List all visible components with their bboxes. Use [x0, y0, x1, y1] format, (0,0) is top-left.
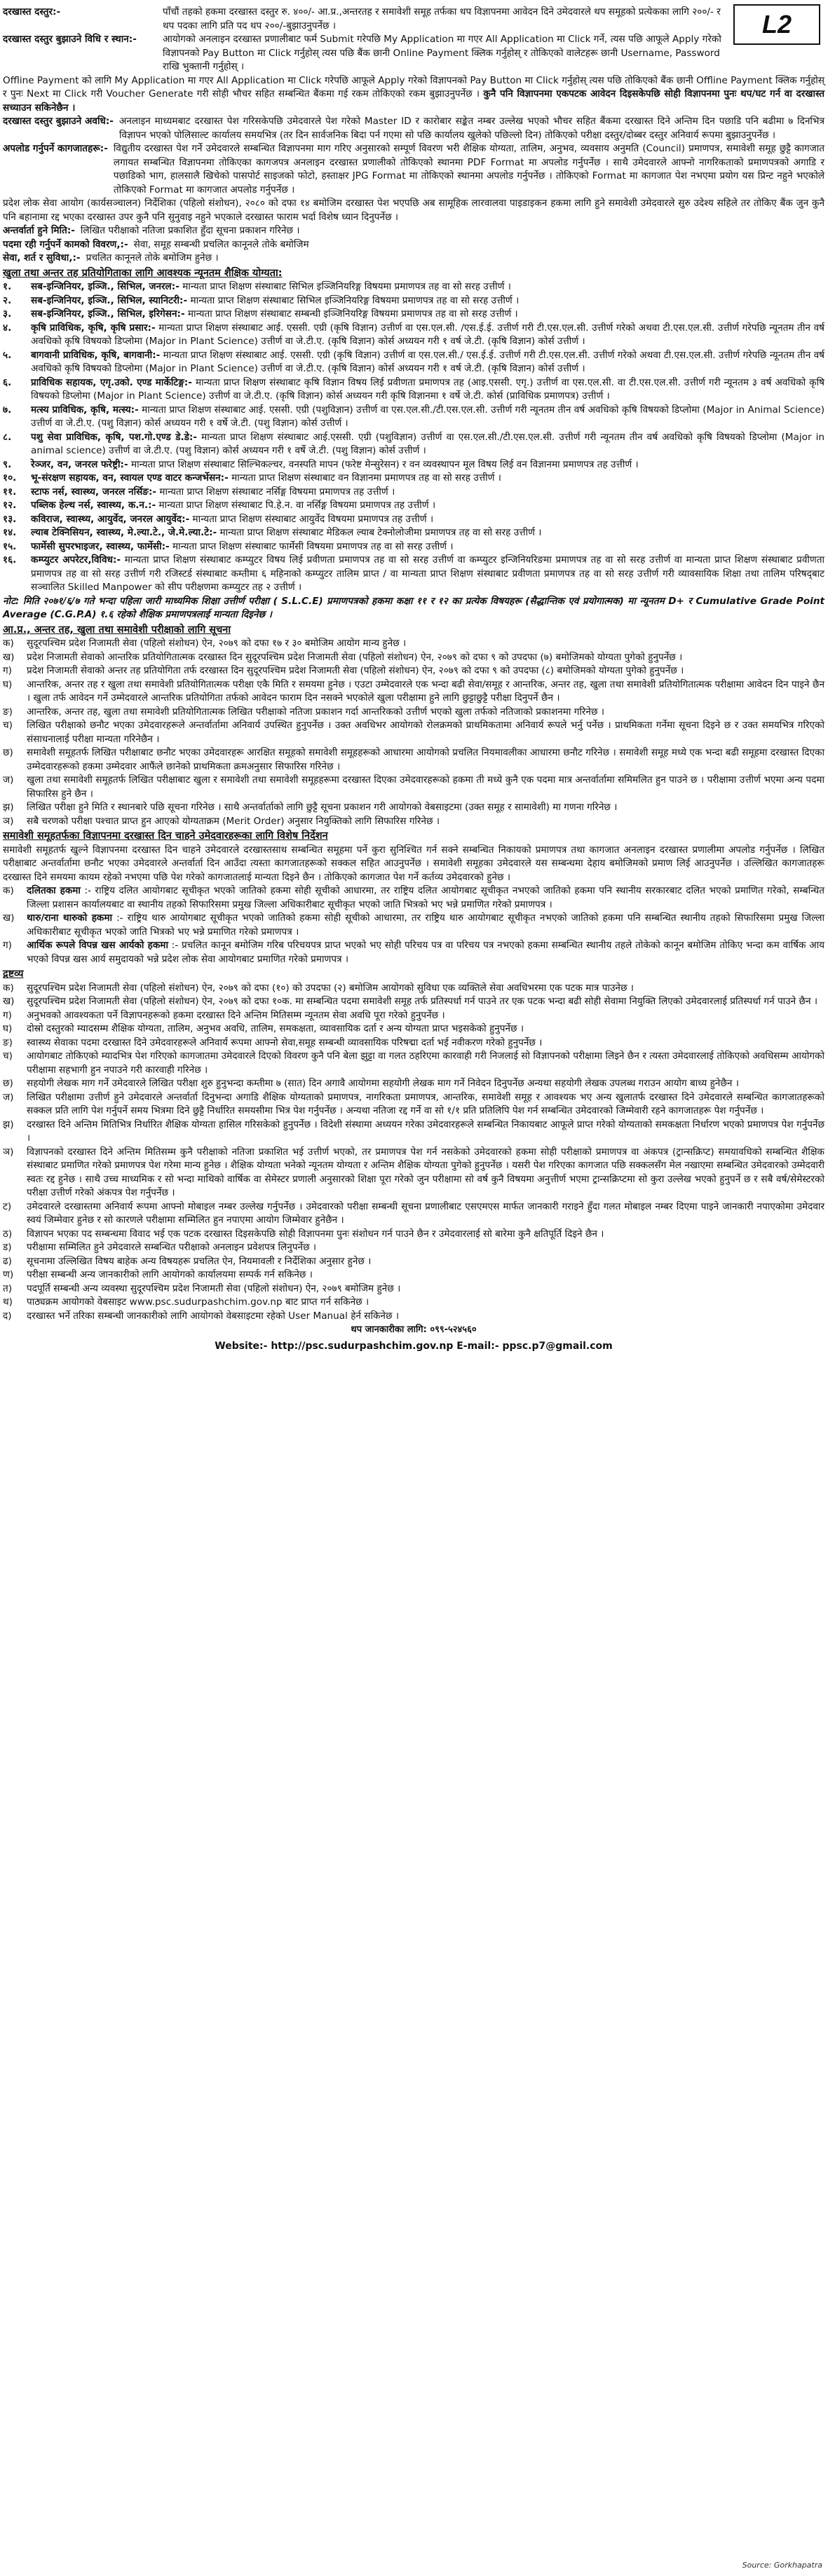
- note-marker: क): [3, 982, 14, 994]
- qualification-item: [3, 499, 824, 513]
- exam-rule-text: सबै चरणको परीक्षा पश्चात प्राप्त हुन आएको योग्यताक्रम (Merit Order) अनुसार नियुक्तिको लागि सिफारिस गरिनेछ ।: [27, 815, 440, 827]
- qualification-requirement: मान्यता प्राप्त शिक्षण संस्थाबाट नर्सिङ्ग विषयमा प्रमाणपत्र तह उत्तीर्ण ।: [159, 486, 395, 498]
- inclusive-label: थारु/राना थारुको हकमा: [27, 912, 113, 924]
- note-item: [3, 1296, 824, 1310]
- note-text: दोस्रो दस्तुरको म्यादसम्म शैक्षिक योग्यता, तालिम, अनुभव अवधि, तालिम, समकक्षता, व्यावसायिक दर्ता र अन्य योग्यता प्राप्त भइसकेको हुनुपर्नेछ ।: [27, 1023, 524, 1034]
- exam-rule-text: प्रदेश निजामती सेवाको आन्तरिक प्रतियोगितात्मक दरखास्त दिन सुदूरपश्चिम प्रदेश निजामती सेवा (पहिलो संशोधन) ऐन, २०७९ को दफा ९ को उपदफा (७) बमोजिमको योग्यता पुगेको हुनुपर्नेछ ।: [27, 651, 683, 663]
- note-item: [3, 1022, 824, 1036]
- qualification-requirement: मान्यता प्राप्त शिक्षण संस्थाबाट वन विज्ञानमा प्रमाणपत्र तह वा सो सरह उत्तीर्ण ।: [231, 472, 501, 484]
- exam-rule-item: [3, 651, 824, 665]
- note-marker: ज): [3, 1091, 14, 1103]
- service-terms-row: [3, 252, 824, 266]
- qualification-number: १२.: [3, 500, 17, 511]
- qualification-text: [31, 526, 824, 540]
- note-text: लिखित परीक्षामा उत्तीर्ण हुने उमेदवारले अन्तर्वार्ता दिनुभन्दा अगाडि शैक्षिक योग्यताको प्रमाणपत्र, नागरिकता प्रमाणपत्र, आन्तरिक, समावेशी समूह र आवश्यक भए अन्य खुलातर्फ दरखास्त दिने उमेदवारले सम्बन्धित कागजातहरूको सक्कल प्रति लागि पेश गर्नुपर्ने समय भित्रमा दिने छुट्टै निर्धारित समयसीमा भित्र पेश गर्नुपर्नेछ । अन्यथा नतिजा रद्द गर्ने वा सो १/१ प्रति प्रतिलिपि पेश गर्न सम्बन्धित उमेदवारको जिम्मेवारी रहने कागजातहरू पेश गर्नुपर्नेछ ।: [27, 1091, 824, 1116]
- qualification-requirement: मान्यता प्राप्त शिक्षण संस्थाबाट सिभिल इञ्जिनियरिङ्ग विषयमा प्रमाणपत्र तह वा सो सरह उत्तीर्ण ।: [190, 294, 520, 306]
- qualification-text: [31, 322, 824, 349]
- inclusive-label: आर्थिक रूपले विपन्न खस आर्यको हकमा: [27, 940, 168, 951]
- qualifications-heading: खुला तथा अन्तर तह प्रतियोगिताका लागि आवश्यक न्यूनतम शैक्षिक योग्यता:: [3, 267, 283, 279]
- qualification-position: सब-इन्जिनियर, इञ्जि., सिभिल, इरिगेसन:-: [31, 308, 185, 320]
- exam-rules-heading: आ.प्र., अन्तर तह, खुला तथा समावेशी परीक्षाको लागि सूचना: [3, 624, 231, 636]
- note-item: [3, 1118, 824, 1146]
- note-marker: द): [3, 1310, 12, 1322]
- note-text: दरखास्त भर्ने तरिका सम्बन्धी जानकारीको लागि आयोगको वेबसाइटमा रहेको User Manual हेर्न सकिनेछ ।: [27, 1310, 399, 1322]
- exam-rule-text: लिखित परीक्षाको छनौट भएका उमेदवारहरूले अन्तर्वार्तामा अनिवार्य उपस्थित हुनुपर्नेछ । उक्त अवधिभर आयोगको रोलक्रमको प्राथमिकतामा अनिवार्य रूपले भर्नु पर्नेछ । प्राथमिकता गर्नेमा सूचना दिइने छ र उक्त समयभित्र गरिएको संसाधनालाई परीक्षा मान्यता गरिनेछैन ।: [27, 720, 824, 745]
- qualification-text: [31, 294, 824, 308]
- inclusive-item: [3, 912, 824, 939]
- qualification-text: [31, 499, 824, 513]
- note-marker: ङ): [3, 1036, 13, 1048]
- qualification-number: ६.: [3, 376, 12, 388]
- note-marker: च): [3, 1050, 13, 1062]
- note-marker: ठ): [3, 1228, 13, 1240]
- inclusive-intro: समावेशी समूहतर्फ खुल्ने विज्ञापनमा दरखास्त दिन चाहने उमेदवारले दरखास्तसाथ सम्बन्धित समूहमा पर्ने कुरा सुनिश्चित गर्न सक्ने सम्बन्धित निकायको प्रमाणपत्र तथा कागजात अनलाइन दरखास्त प्रणालीमा अपलोड गर्नुपर्नेछ । लिखित परीक्षाबाट अन्तर्वार्तामा छनौट भएका उमेदवारले अन्तर्वार्ता दिन आउँदा त्यस्ता कागजातहरूको सक्कल सहित आउनुपर्नेछ । समावेशी समूहका उमेदवारले यस सम्बन्धमा देहाय बमोजिमको प्रमाण लिई आउनुपर्नेछ । उल्लिखित कागजातहरू दरखास्त दिने समयमा कायम रहेको नभएमा पछि पेश गरेको कागजातलाई मान्यता दिइने छैन । तोकिएको कागजात पेश गर्ने कर्तव्य उमेदवारको हुनेछ ।: [3, 844, 824, 883]
- qualification-number: ७.: [3, 404, 12, 416]
- upload-docs-row: [3, 142, 824, 197]
- exam-rule-text: आन्तरिक, अन्तर तह, खुला तथा समावेशी प्रतियोगितात्मक लिखित परीक्षाको नतिजा प्रकाशन गर्दा आन्तरिकको उत्तीर्ण भएको खुला तर्फको नतिजाको प्रकाशनमा गरिनेछ ।: [27, 706, 604, 718]
- job-description-row: [3, 238, 824, 252]
- advertisement-page: [3, 3, 824, 1353]
- qualification-item: [3, 376, 824, 404]
- directive-text: प्रदेश लोक सेवा आयोग (कार्यसञ्चालन) निर्देशिका (पहिलो संशोधन), २०८० को दफा १४ बमोजिम दरखास्त पेश भएपछि अब सामूहिक लारवालवा पाइडाइकन हकमा लागि हुने समावेशी उमेदवारले सुरु उदेश्य सहिले तर तोकिए बैंक जुन कुनै पनि बहानामा रद्द भएका दरखास्त उपर कुनै पनि सुनुवाइ नहुने भएकाले दरखास्त फाराम भर्दा विशेष ध्यान दिनुपर्नेछ ।: [3, 198, 824, 223]
- note-text: सहयोगी लेखक माग गर्ने उमेदवारले लिखित परीक्षा शुरु हुनुभन्दा कम्तीमा ७ (सात) दिन अगावै आयोगमा सहयोगी लेखक माग गर्ने निवेदन दिनुपर्नेछ अन्यथा सहयोगी लेखक उपलब्ध गराउन आयोग बाध्य हुनेछैन ।: [27, 1078, 739, 1089]
- note-marker: ड): [3, 1242, 12, 1253]
- qualification-position: स्टाफ नर्स, स्वास्थ्य, जनरल नर्सिङ:-: [31, 486, 157, 498]
- qualification-requirement: मान्यता प्राप्त शिक्षण संस्थाबाट सिल्भिकल्चर, वनस्पति मापन (फरेष्ट मेन्सुरेसन) र वन व्यवस्थापन मूल विषय लिई वन विज्ञानमा प्रमाणपत्र तह उत्तीर्ण ।: [130, 458, 639, 470]
- service-terms-label: सेवा, शर्त र सुविधा,:-: [3, 252, 81, 263]
- qualification-number: १०.: [3, 472, 17, 484]
- exam-rule-marker: क): [3, 638, 14, 649]
- note-item: [3, 1310, 824, 1324]
- service-terms-text: प्रचलित कानूनले तोके बमोजिम हुनेछ ।: [86, 252, 219, 263]
- qualification-text: [31, 376, 824, 404]
- exam-rules-list: [3, 637, 824, 828]
- note-item: [3, 1200, 824, 1228]
- note-marker: थ): [3, 1296, 13, 1308]
- note-item: [3, 1255, 824, 1269]
- qualification-number: ५.: [3, 349, 12, 361]
- qualifications-list: [3, 280, 824, 595]
- qualification-item: [3, 431, 824, 458]
- qualification-text: [31, 540, 824, 554]
- qualification-item: [3, 322, 824, 349]
- qualification-requirement: मान्यता प्राप्त शिक्षण संस्थाबाट फार्मेसी विषयमा प्रमाणपत्र तह वा सो सरह उत्तीर्ण ।: [172, 540, 454, 552]
- fee-method-row: [3, 33, 726, 74]
- qualification-text: [31, 431, 824, 458]
- qualification-number: ३.: [3, 308, 12, 320]
- job-description-label: पदमा रही गर्नुपर्ने कामको विवरण,:-: [3, 238, 128, 250]
- note-text: उमेदवारले दरखास्तमा अनिवार्य रूपमा आफ्नो मोबाइल नम्बर उल्लेख गर्नुपर्नेछ । उमेदवारको परीक्षा सम्बन्धी सूचना प्रणालीबाट एसएमएस मार्फत जानकारी गराइने हुँदा गलत मोबाइल नम्बर दिएमा पाइने जानकारी नपाएकोमा उमेदवार स्वयं जिम्मेवार हुनेछ र सो कारणले परीक्षामा सम्मिलित हुन नपाएमा आयोग जिम्मेवार हुनेछैन ।: [27, 1200, 824, 1226]
- inclusive-marker: क): [3, 885, 14, 896]
- offline-payment-body: Offline Payment को लागि My Application मा गएर All Application मा Click गरेपछि आफूले Apply गरेको विज्ञापनको Pay Button मा Click गर्नुहोस् त्यस पछि तोकिएको बैंक छानी Offline Payment क्लिक गर्नुहोस् र पुनः Next मा Click गरी Voucher Generate गरी सोही भौचर सहित सम्बन्धित बैंकमा गई रकम तोकिएको रकम बुझाउनुपर्नेछ ।: [3, 74, 824, 100]
- fee-period-label: दरखास्त दस्तुर बुझाउने अवधि:-: [3, 116, 114, 127]
- note-item: [3, 1050, 824, 1077]
- note-text: स्वास्थ्य सेवाका पदमा दरखास्त दिने उमेदवारहरूले अनिवार्य रूपमा आफ्नो सेवा,समूह सम्बन्धी व्यावसायिक परिषद्मा दर्ता भई नवीकरण गरेको हुनुपर्नेछ ।: [27, 1036, 543, 1048]
- qualification-text: [31, 458, 824, 472]
- exam-rule-marker: घ): [3, 678, 13, 690]
- qualification-item: [3, 349, 824, 376]
- qualification-position: कविराज, स्वास्थ्य, आयुर्वेद, जनरल आयुर्वेद:-: [31, 513, 190, 525]
- exam-rule-text: सुदूरपश्चिम प्रदेश निजामती सेवा (पहिलो संशोधन) ऐन, २०७९ को दफा १७ र ३० बमोजिम आयोग मान्य हुनेछ ।: [27, 638, 407, 649]
- qualification-text: [31, 486, 824, 500]
- fee-period-row: [3, 115, 824, 142]
- qualification-item: [3, 308, 824, 322]
- qualification-position: कृषि प्राविधिक, कृषि, कृषि प्रसार:-: [31, 322, 156, 334]
- exam-rule-item: [3, 678, 824, 706]
- qualification-number: ११.: [3, 486, 17, 498]
- inclusive-text: थारु/राना थारुको हकमा :- राष्ट्रिय थारु आयोगबाट सूचीकृत भएको जातिको हकमा सोही सूचीको आधारमा, तर राष्ट्रिय थारु आयोगबाट सूचीकृत नभएको जातिको हकमा पनि सम्बन्धित स्थानीय तहको सिफारिसमा प्रमुख जिल्ला अधिकारीबाट सूचीकृत भएको जाति भित्रको भए भन्ने प्रमाणित गरेको प्रमाणपत्र ।: [27, 912, 824, 938]
- qualification-position: पशु सेवा प्राविधिक, कृषि, पश.गो.एण्ड डे.डे:-: [31, 431, 197, 443]
- qualification-position: सब-इन्जिनियर, इञ्जि., सिभिल, जनरल:-: [31, 281, 179, 292]
- inclusive-text: आर्थिक रूपले विपन्न खस आर्यको हकमा :- प्रचलित कानून बमोजिम गरिब परिचयपत्र प्राप्त भएको भए सोही परिचय पत्र वा परिचय पत्र नभएको हकमा सम्बन्धित स्थानीय तहले तोकेको कानून बमोजिम तोकिए भन्दा कम वार्षिक आय भएको विपन्न खस आर्य समुदायको भन्ने प्रदेश लोक सेवा आयोगबाट प्रमाणित गरेको प्रमाणपत्र ।: [27, 940, 824, 965]
- website-email: Website:- http://psc.sudurpashchim.gov.np E-mail:- ppsc.p7@gmail.com: [215, 1340, 613, 1352]
- inclusive-body: राष्ट्रिय थारु आयोगबाट सूचीकृत भएको जातिको हकमा सोही सूचीको आधारमा, तर राष्ट्रिय थारु आयोगबाट सूचीकृत नभएको जातिको हकमा पनि सम्बन्धित स्थानीय तहको सिफारिसमा प्रमुख जिल्ला अधिकारीबाट सूचीकृत भएको जाति भित्रको भए भन्ने प्रमाणित गरेको प्रमाणपत्र ।: [27, 912, 824, 938]
- qualification-number: १.: [3, 281, 12, 292]
- exam-rule-item: [3, 815, 824, 829]
- qualification-requirement: मान्यता प्राप्त शिक्षण संस्थाबाट मेडिकल ल्याब टेक्नोलोजीमा प्रमाणपत्र तह वा सो सरह उत्तीर्ण ।: [219, 527, 542, 538]
- document-code-box: L2: [733, 4, 820, 45]
- exam-rule-marker: ख): [3, 651, 15, 663]
- exam-rule-text: खुला तथा समावेशी समूहतर्फ लिखित परीक्षाबाट खुला र समावेशी तथा समावेशी समूहहरूमा दरखास्त दिएका उमेदवारहरूको हकमा ती मध्ये कुनै एक पदमा मात्र अन्तर्वार्तामा समिमलित हुन पाउने छ । परीक्षामा उत्तीर्ण भएमा अन्य पदमा सिफारिस हुने छैन ।: [27, 774, 824, 800]
- qualification-text: [31, 308, 824, 322]
- note-item: [3, 995, 824, 1009]
- qualification-item: [3, 486, 824, 500]
- note-marker: ग): [3, 1009, 12, 1021]
- upload-docs-text: विद्युतीय दरखास्त पेश गर्ने उमेदवारले सम्बन्धित विज्ञापनमा माग गरिए अनुसारको सम्पूर्ण विवरण भरी शैक्षिक योग्यता, तालिम, अनुभव, व्यवसाय अनुमति (Council) प्रमाणपत्र, समावेशी समूह छुट्टै कागजात लगायत सम्बन्धित विज्ञापनमा तोकिएका कागजपत्र अनलाइन दरखास्त प्रणालीको तोकिएको स्थानमा PDF Format मा अपलोड गर्नुपर्नेछ । साथै उमेदवारले आफ्नो नागरिकताको प्रमाणपत्रको अगाडि र पछाडिको भाग, हालसालै खिचेको पासपोर्ट साइजको फोटो, हस्ताक्षर JPG Format मा तोकिएको स्थानमा अपलोड गर्नुपर्नेछ । तोकिएको Format मा कागजात पेश नभएमा प्रयोग यस प्रिन्ट नहुने भएकोले तोकिएको Format मा कागजात अपलोड गर्नुपर्नेछ ।: [113, 143, 824, 196]
- exam-rule-text: आन्तरिक, अन्तर तह र खुला तथा समावेशी प्रतियोगितात्मक परीक्षा एकै मिति र समयमा हुनेछ । एउटा उम्मेदवारले एक भन्दा बढी सेवा/समूह र आन्तरिक, अन्तर तह, खुला तथा समावेशी प्रतियोगितात्मक परीक्षामा आवेदन दिन पाइने छैन । खुला तर्फ आवेदन गर्ने उम्मेदवारले आन्तरिक प्रतियोगिता तर्फको आवेदन फाराम दिन नसक्ने भएकोले खुला परीक्षामा हुने लागि छुट्टाछुट्टै परीक्षा दिनुपर्ने छैन ।: [27, 678, 824, 704]
- interview-date-row: [3, 224, 824, 238]
- inclusive-marker: ग): [3, 940, 12, 951]
- source-credit: Source: Gorkhapatra: [742, 2560, 822, 2570]
- notes-list: [3, 982, 824, 1324]
- exam-rule-marker: ञ): [3, 815, 14, 827]
- note-marker: झ): [3, 1118, 14, 1130]
- qualification-number: ९.: [3, 458, 12, 470]
- note-text: सुदूरपश्चिम प्रदेश निजामती सेवा (पहिलो संशोधन) ऐन, २०७९ को दफा (१०) को उपदफा (२) बमोजिम आयोगको सुविधा एक व्यक्तिले सेवा अवधिभरमा एक पटक मात्र पाउनेछ ।: [27, 982, 634, 994]
- note-item: [3, 1009, 824, 1023]
- note-text: पदपूर्ति सम्बन्धी अन्य व्यवस्था सुदूरपश्चिम प्रदेश निजामती सेवा (पहिलो संशोधन) ऐन, २०७९ बमोजिम हुनेछ ।: [27, 1282, 401, 1294]
- no-edit-warning: कुनै पनि विज्ञापनमा एकपटक आवेदन दिइसकेपछि सोही विज्ञापनमा पुनः थप/घट गर्न वा दरखास्त सच्याउन सकिनेछैन ।: [3, 88, 825, 114]
- qualification-item: [3, 513, 824, 527]
- qualification-position: मत्स्य प्राविधिक, कृषि, मत्स्य:-: [31, 404, 139, 416]
- exam-rule-item: [3, 801, 824, 815]
- note-text: सुदूरपश्चिम प्रदेश निजामती सेवा (पहिलो संशोधन) ऐन, २०७९ को दफा १०क. मा सम्बन्धित पदमा समावेशी समूह तर्फ प्रतिस्पर्धा गर्न पाउने तर एक पटक भन्दा बढी सोही सेवामा नियुक्ति लिएको उमेदवारलाई प्रतिस्पर्धा गर्न पाउने छैन ।: [27, 996, 818, 1007]
- qualification-requirement: मान्यता प्राप्त शिक्षण संस्थाबाट सम्बन्धी इञ्जिनियरिङ्ग विषयमा प्रमाणपत्र तह वा सो सरह उत्तीर्ण ।: [187, 308, 518, 320]
- qualification-number: १३.: [3, 513, 17, 525]
- qualification-text: [31, 349, 824, 376]
- note-text: विज्ञापन भएका पद सम्बन्धमा विवाद भई एक पटक दरखास्त दिइसकेपछि सोही विज्ञापनमा पुनः संशोधन गर्न पाउने छैन र उमेदवारलाई सो बारेमा कुनै क्षतिपूर्ति दिइने छैन ।: [27, 1228, 604, 1240]
- note-marker: ट): [3, 1200, 12, 1212]
- qualification-text: [31, 513, 824, 527]
- qualification-number: ८.: [3, 431, 12, 443]
- inclusive-item: [3, 939, 824, 966]
- fee-label: दरखास्त दस्तुर:-: [3, 6, 61, 18]
- qualification-number: २.: [3, 294, 12, 306]
- exam-rule-marker: छ): [3, 747, 13, 758]
- qualification-position: पब्लिक हेल्थ नर्स, स्वास्थ्य, क.न.:-: [31, 500, 156, 511]
- slc-note: नोट: मिति २०७१/६/७ गते भन्दा पहिला जारी माध्यमिक शिक्षा उत्तीर्ण परीक्षा ( S.L.C.E) प्रमाणपत्रको हकमा कक्षा ११ र १२ का प्रत्येक विषयहरू (सैद्धान्तिक एवं प्रयोगात्मक) मा न्यूनतम D+ र Cumulative Grade Point Average (C.G.P.A) १.६ रहेको शैक्षिक प्रमाणपत्रलाई मान्यता दिइनेछ ।: [3, 595, 824, 620]
- exam-rule-item: [3, 719, 824, 746]
- qualification-requirement: मान्यता प्राप्त शिक्षण संस्थाबाट कम्प्युटर विषय लिई प्रवीणता प्रमाणपत्र तह वा सो सरह उत्तीर्ण वा कम्प्युटर इन्जिनियरिङमा प्रमाणपत्र तह वा सो सरह उत्तीर्ण वा मान्यता प्राप्त शिक्षण संस्थाबाट प्रवीणता प्रमाणपत्र तह वा सो सरह उत्तीर्ण गरी रजिस्टर्ड संस्थाबाट कम्तीमा ६ महिनाको कम्प्युटर तालिम प्राप्त / वा मान्यता प्राप्त शिक्षण संस्थाबाट प्रवीणता प्रमाणपत्र तह वा सो सरह उत्तीर्ण गरी व्यावसायिक शिक्षा तथा तालिम परिषद्‌बाट सञ्चालित Skilled Manpower को सीप परीक्षणमा कम्प्युटर तह २ उत्तीर्ण ।: [31, 554, 824, 593]
- inclusive-list: [3, 884, 824, 966]
- note-item: [3, 1091, 824, 1118]
- qualification-item: [3, 294, 824, 308]
- exam-rule-marker: ग): [3, 665, 12, 676]
- qualification-number: १६.: [3, 554, 17, 566]
- inclusive-text: दलितका हकमा :- राष्ट्रिय दलित आयोगबाट सूचीकृत भएको जातिको हकमा सोही सूचीको आधारमा, तर राष्ट्रिय दलित आयोगबाट सूचीकृत नभएको जातिको हकमा पनि स्थानीय सरकारबाट दलित भएको प्रमाणित गरेको, सम्बन्धित जिल्ला प्रशासन कार्यालयबाट वा स्थानीय तहको सिफारिसमा प्रमुख जिल्ला अधिकारीबाट सूचीकृत भएको जाति भित्रको भए भन्ने प्रमाणित गरेको प्रमाणपत्र ।: [27, 885, 824, 910]
- note-item: [3, 1146, 824, 1200]
- fee-method-text: आयोगको अनलाइन दरखास्त प्रणालीबाट फर्म Submit गरेपछि My Application मा गएर All Application मा Click गर्ने, त्यस पछि आफूले Apply गरेको विज्ञापनको Pay Button मा Click गर्नुहोस् त्यस पछि बैंक छानी Online Payment क्लिक गर्नुहोस् र तोकिएको वालेटहरू छानी Username, Password राखि भुक्तानी गर्नुहोस् ।: [163, 34, 721, 72]
- upload-docs-label: अपलोड गर्नुपर्ने कागजातहरू:-: [3, 143, 108, 154]
- fee-period-text: अनलाइन माध्यमबाट दरखास्त पेश गरिसकेपछि उमेदवारले पेश गरेको Master ID र कारोबार सङ्केत नम्बर उल्लेख भएको भौचर सहित बैंकमा दरखास्त दिने अन्तिम दिन पछाडि पनि बढीमा ७ दिनभित्र विज्ञापन भएको पोलिसाल्ट कार्यालय समयभित्र (तर दिन सार्वजनिक बिदा पर्न गएमा सो पछि कार्यालय खुलेको पछिल्लो दिन) तोकिएको परीक्षा दस्तुर/दोब्बर दस्तुर अनिवार्य रूपमा बुझाउनुपर्नेछ ।: [118, 116, 824, 141]
- qualification-requirement: मान्यता प्राप्त शिक्षण संस्थाबाट आई. एससी. एग्री (पशुविज्ञान) उत्तीर्ण वा एस.एल.सी./टी.एस.एल.सी. उत्तीर्ण गरी न्यूनतम तीन वर्ष अवधिको कृषि विषयको डिप्लोमा (Major in Animal Science) उत्तीर्ण वा जे.टी.ए. (पशु विज्ञान) कोर्स अध्ययन गरी १ वर्षे जे.टी. (पशु विज्ञान) कोर्स उत्तीर्ण ।: [31, 404, 824, 429]
- note-text: सूचनामा उल्लिखित विषय बाहेक अन्य विषयहरू प्रचलित ऐन, नियमावली र निर्देशिका अनुसार हुनेछ ।: [27, 1255, 372, 1267]
- note-text: पाठ्यक्रम आयोगको वेबसाइट www.psc.sudurpashchim.gov.np बाट प्राप्त गर्न सकिनेछ ।: [27, 1296, 369, 1308]
- qualification-position: प्राविधिक सहायक, एगृ.उको. एण्ड मार्केटिङ्ग:-: [31, 376, 192, 388]
- qualification-requirement: मान्यता प्राप्त शिक्षण संस्थाबाट आयुर्वेद विषयमा प्रमाणपत्र तह उत्तीर्ण ।: [192, 513, 434, 525]
- qualification-position: भू-संरक्षण सहायक, वन, स्वायल एण्ड वाटर कन्जर्भेसन:-: [31, 472, 229, 484]
- note-text: दरखास्त दिने अन्तिम मितिभित्र निर्धारित शैक्षिक योग्यता हासिल गरिसकेको हुनुपर्नेछ । विदेशी संस्थामा अध्ययन गरेका उमेदवारहरूले सम्बन्धित निकायबाट आफूले प्राप्त गरेको योग्यताको समकक्षता निर्धारण भएको प्रमाणपत्र पेश गर्नुपर्नेछ ।: [27, 1118, 824, 1144]
- job-description-text: सेवा, समूह सम्बन्धी प्रचलित कानूनले तोके बमोजिम: [133, 238, 309, 250]
- note-text: आयोगबाट तोकिएको म्यादभित्र पेश गरिएको कागजातमा उमेदवारले दिएको विवरण कुनै पनि बेला झुट्टा वा गलत ठहरिएमा कारवाही गरी निजलाई सो विज्ञापनको परीक्षामा लिइने छैन र त्यस्ता उमेदवारलाई तोकिएको अवधिसम्म आयोगको परीक्षामा सहभागी हुन नपाउने गरी कारवाही गरिनेछ ।: [27, 1050, 824, 1076]
- exam-rule-text: समावेशी समूहतर्फ लिखित परीक्षाबाट छनौट भएका उमेदवारहरू आरक्षित समूहको समावेशी समूहहरूको आधारमा आयोगको प्रचलित नियमावलीका आधारमा छनौट गरिनेछ । समावेशी समूह मध्ये एक भन्दा बढी समूहमा दरखास्त दिएका उम्मेदवारहरूको हकमा उम्मेदवार आफैंले छानेको प्राथमिकता क्रमअनुसार सिफारिस गरिनेछ ।: [27, 747, 824, 772]
- qualification-position: रेञ्जर, वन, जनरल फरेष्ट्री:-: [31, 458, 128, 470]
- exam-rule-text: प्रदेश निजामती सेवाको अन्तर तह प्रतियोगिता तर्फ दरखास्त दिन सुदूरपश्चिम प्रदेश निजामती सेवा (पहिलो संशोधन) ऐन, २०७९ को दफा ९ को उपदफा (८) बमोजिमको योग्यता पुगेको हुनुपर्नेछ ।: [27, 665, 684, 676]
- inclusive-body: राष्ट्रिय दलित आयोगबाट सूचीकृत भएको जातिको हकमा सोही सूचीको आधारमा, तर राष्ट्रिय दलित आयोगबाट सूचीकृत नभएको जातिको हकमा पनि स्थानीय सरकारबाट दलित भएको प्रमाणित गरेको, सम्बन्धित जिल्ला प्रशासन कार्यालयबाट वा स्थानीय तहको सिफारिसमा प्रमुख जिल्ला अधिकारीबाट सूचीकृत भएको जाति भित्रको भए भन्ने प्रमाणित गरेको प्रमाणपत्र ।: [27, 885, 824, 910]
- qualification-position: ल्याब टेक्निसियन, स्वास्थ्य, मे.ल्या.टे., जे.मे.ल्या.टे:-: [31, 527, 217, 538]
- inclusive-label: दलितका हकमा: [27, 885, 81, 896]
- exam-rule-text: लिखित परीक्षा हुने मिति र स्थानबारे पछि सूचना गरिनेछ । साथै अन्तर्वार्ताको लागि छुट्टै सूचना प्रकाशन गरी आयोगको वेबसाइटमा (उक्त समूह र सामावेशी) मा गणना गरिनेछ ।: [27, 802, 618, 813]
- qualification-text: [31, 554, 824, 595]
- note-text: परीक्षामा सम्मिलित हुने उमेदवारले सम्बन्धित परीक्षाको अनलाइन प्रवेशपत्र लिनुपर्नेछ ।: [27, 1242, 317, 1253]
- note-marker: ण): [3, 1269, 14, 1280]
- note-marker: ञ): [3, 1146, 14, 1158]
- qualification-requirement: मान्यता प्राप्त शिक्षण संस्थाबाट पि.हे.न. वा नर्सिङ्ग विषयमा प्रमाणपत्र तह उत्तीर्ण ।: [158, 500, 436, 511]
- qualification-number: १४.: [3, 527, 17, 538]
- exam-rule-marker: झ): [3, 802, 14, 813]
- offline-payment-text: [3, 74, 824, 116]
- note-item: [3, 1036, 824, 1050]
- qualification-item: [3, 280, 824, 294]
- note-item: [3, 1282, 824, 1296]
- note-item: [3, 982, 824, 996]
- qualification-item: [3, 540, 824, 554]
- exam-rule-item: [3, 774, 824, 801]
- qualification-requirement: मान्यता प्राप्त शिक्षण संस्थाबाट आई. एससी. एग्री (कृषि विज्ञान) उत्तीर्ण वा एस.एल.सी./ एस.ई.ई. उत्तीर्ण गरी टी.एस.एल.सी. उत्तीर्ण गरेको अथवा टी.एस.एल.सी. उत्तीर्ण गरेपछि न्यूनतम तीन वर्ष अवधिको कृषि विषयको डिप्लोमा (Major in Plant Science) उत्तीर्ण वा जे.टी.ए. (कृषि विज्ञान) कोर्स अध्ययन गरी १ वर्ष जे.टी. (कृषि विज्ञान) कोर्स उत्तीर्ण ।: [31, 349, 824, 374]
- qualification-item: [3, 526, 824, 540]
- qualification-item: [3, 472, 824, 486]
- qualification-position: फार्मेसी सुपरभाइजर, स्वास्थ्य, फार्मेसी:-: [31, 540, 170, 552]
- qualification-text: [31, 404, 824, 431]
- exam-rule-marker: ङ): [3, 706, 13, 718]
- qualification-text: [31, 472, 824, 486]
- exam-rule-marker: च): [3, 720, 13, 731]
- inclusive-heading: समावेशी समूहतर्फका विज्ञापनमा दरखास्त दिन चाहने उमेदवारहरूका लागि विशेष निर्देशन: [3, 830, 328, 842]
- qualification-requirement: मान्यता प्राप्त शिक्षण संस्थाबाट आई.एससी. एग्री (पशुविज्ञान) उत्तीर्ण वा एस.एल.सी./टी.एस.एल.सी. उत्तीर्ण गरी न्यूनतम तीन वर्ष अवधिको कृषि विषयको डिप्लोमा (Major in animal science) उत्तीर्ण वा जे.टी.ए. (पशु विज्ञान) कोर्स अध्ययन गरी १ वर्षे जे.टी. (पशु विज्ञान) कोर्स उत्तीर्ण ।: [31, 431, 825, 456]
- note-item: [3, 1241, 824, 1255]
- qualification-position: बागवानी प्राविधिक, कृषि, बागवानी:-: [31, 349, 161, 361]
- qualification-position: सब-इन्जिनियर, इञ्जि., सिभिल, स्यानिटरी:-: [31, 294, 188, 306]
- note-text: परीक्षा सम्बन्धी अन्य जानकारीको लागि आयोगको कार्यालयमा सम्पर्क गर्न सकिनेछ ।: [27, 1269, 313, 1280]
- fee-row: [3, 6, 726, 33]
- exam-rule-item: [3, 637, 824, 651]
- note-text: विज्ञापनको दरखास्त दिने अन्तिम मितिसम्म कुनै परीक्षाको नतिजा प्रकाशित भई उत्तीर्ण भएको, तर प्रमाणपत्र पेश गर्न नसकेको उमेदवारको हकमा सोही परीक्षाको प्रमाणपत्र वा अंकपत्र (ट्रान्सक्रिप्ट) समयावधिको सम्बन्धित शैक्षिक संस्थाबाट प्रमाणित गरेको प्रमाणपत्र पेश गरेमा मान्य हुनेछ । शैक्षिक योग्यता भनेको न्यूनतम योग्यता र अन्तिम शैक्षिक योग्यता पुगेको हुनुपर्नेछ । यसरी पेश गरिएका कागजात पछि सक्कलसँग मेल नखाएमा सम्बन्धित उमेदवारको उम्मेदवारी स्वतः रद्द हुनेछ । साथै उच्च माध्यमिक र सो भन्दा माथिको वार्षिक वा सेमेस्टर प्रणाली अनुसारको शिक्षा पूरा गरेको जुन परीक्षामा सो वर्ष कुनै विषयमा अनुत्तीर्ण भएमा ट्रान्सक्रिप्टमा सो कुरा उल्लेख भएको हुनुपर्ने छ र सबै वर्ष/सेमेस्टरको परीक्षा उत्तीर्ण गरेको अंकपत्र पेश गर्नुपर्नेछ ।: [27, 1146, 824, 1198]
- qualification-item: [3, 458, 824, 472]
- inclusive-body: प्रचलित कानून बमोजिम गरिब परिचयपत्र प्राप्त भएको भए सोही परिचय पत्र वा परिचय पत्र नभएको हकमा सम्बन्धित स्थानीय तहले तोकेको कानून बमोजिम तोकिए भन्दा कम वार्षिक आय भएको विपन्न खस आर्य समुदायको भन्ने प्रदेश लोक सेवा आयोगबाट प्रमाणित गरेको प्रमाणपत्र ।: [27, 940, 824, 965]
- note-marker: छ): [3, 1078, 13, 1089]
- fee-text: पाँचौं तहको हकमा दरखास्त दस्तुर रु. ४००/- आ.प्र.,अन्तरतह र समावेशी समूह तर्फका थप विज्ञापनमा आवेदन दिने उमेदवारले थप समूहको प्रत्येकका लागि २००/- र थप पदका लागि प्रति पद थप २००/-बुझाउनुपर्नेछ ।: [163, 6, 721, 32]
- inclusive-item: [3, 884, 824, 912]
- qualification-requirement: मान्यता प्राप्त शिक्षण संस्थाबाट कृषि विज्ञान विषय लिई प्रवीणता प्रमाणपत्र तह (आइ.एससी. एगृ.) उत्तीर्ण वा एस.एल.सी. वा टी.एस.एल.सी. उत्तीर्ण गरी न्यूनतम ३ वर्ष अवधिको कृषि विषयको डिप्लोमा (Major in Plant Science) उत्तीर्ण वा जे.टी.ए. (कृषि विज्ञान) कोर्स अध्ययन गरी कृषि विज्ञानमा १ वर्षे जे.टी. कोर्स (प्राविधिक प्रमाणपत्र) उत्तीर्ण ।: [31, 376, 824, 402]
- qualification-text: [31, 280, 824, 294]
- qualification-position: कम्प्युटर अपरेटर,विविध:-: [31, 554, 121, 566]
- notes-heading: द्रष्टव्य: [3, 968, 24, 980]
- note-marker: ख): [3, 996, 15, 1007]
- exam-rule-marker: ज): [3, 774, 14, 786]
- note-marker: घ): [3, 1023, 13, 1034]
- more-info-phone: थप जानकारीका लागि: ०९९-५२४५६०: [351, 1324, 477, 1335]
- note-marker: त): [3, 1282, 13, 1294]
- qualification-number: ४.: [3, 322, 12, 334]
- note-item: [3, 1077, 824, 1091]
- interview-date-text: लिखित परीक्षाको नतिजा प्रकाशित हुँदा सूचना प्रकाशन गरिनेछ ।: [80, 225, 300, 236]
- note-item: [3, 1268, 824, 1282]
- exam-rule-item: [3, 706, 824, 720]
- qualification-item: [3, 554, 824, 595]
- exam-rule-item: [3, 664, 824, 678]
- note-item: [3, 1228, 824, 1242]
- qualification-number: १५.: [3, 540, 17, 552]
- inclusive-marker: ख): [3, 912, 15, 924]
- note-marker: ढ): [3, 1255, 12, 1267]
- exam-rule-item: [3, 746, 824, 774]
- fee-method-label: दरखास्त दस्तुर बुझाउने विधि र स्थान:-: [3, 34, 137, 45]
- qualification-requirement: मान्यता प्राप्त शिक्षण संस्थाबाट आई. एससी. एग्री (कृषि विज्ञान) उत्तीर्ण वा एस.एल.सी. /एस.ई.ई. उत्तीर्ण गरी टी.एस.एल.सी. उत्तीर्ण गरेको अथवा टी.एस.एल.सी. उत्तीर्ण गरेपछि न्यूनतम तीन वर्ष अवधिको कृषि विषयको डिप्लोमा (Major in Plant Science) उत्तीर्ण वा जे.टी.ए. (कृषि विज्ञान) कोर्स अध्ययन गरी १ वर्ष जे.टी. (कृषि विज्ञान) कोर्स उत्तीर्ण ।: [31, 322, 824, 347]
- qualification-item: [3, 404, 824, 431]
- interview-date-label: अन्तर्वार्ता हुने मिति:-: [3, 225, 75, 236]
- qualification-requirement: मान्यता प्राप्त शिक्षण संस्थाबाट सिभिल इञ्जिनियरिङ्ग विषयमा प्रमाणपत्र तह वा सो सरह उत्तीर्ण ।: [182, 281, 511, 292]
- note-text: अनुभवको आवश्यकता पर्ने विज्ञापनहरूको हकमा दरखास्त दिने अन्तिम मितिसम्म न्यूनतम सेवा अवधि पूरा गरेको हुनुपर्नेछ ।: [27, 1009, 445, 1021]
